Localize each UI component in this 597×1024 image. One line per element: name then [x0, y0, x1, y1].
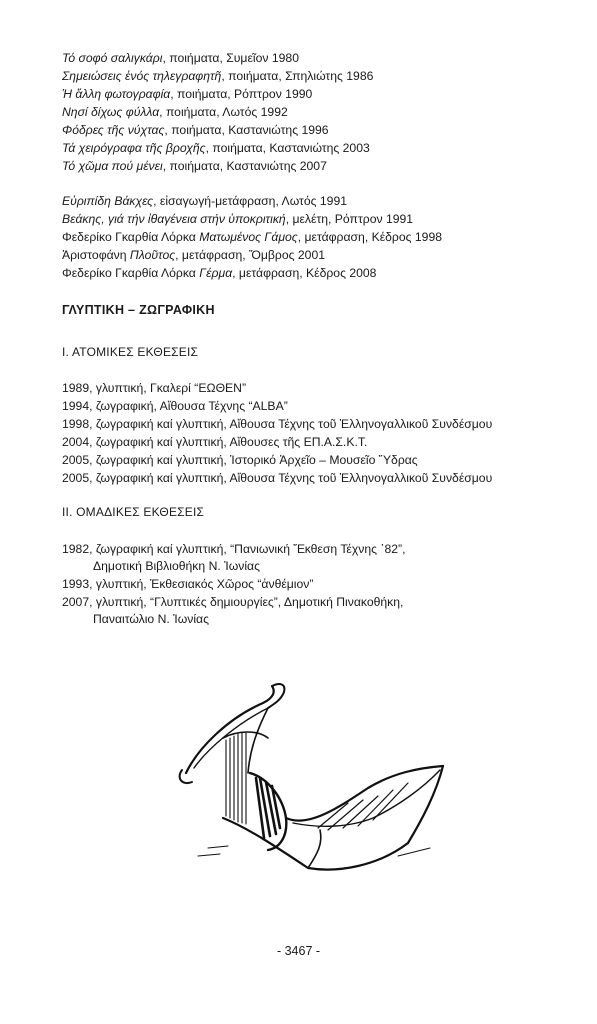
poetry-entry — [62, 122, 329, 138]
work-title: Ματωμένος Γάμος — [199, 230, 298, 244]
translation-entry — [62, 265, 376, 281]
exhibition-entry: 2005, ζωγραφική καί γλυπτική, Ἱστορικό Ἀρχεῖο – Μουσεῖο Ὕδρας — [62, 453, 418, 467]
work-title: Τό σοφό σαλιγκάρι — [62, 51, 163, 65]
work-details: , μετάφραση, Κέδρος 2008 — [232, 266, 377, 280]
work-title: Τό χῶμα πού μένει — [62, 159, 163, 173]
author-name: Ἀριστοφάνη — [62, 248, 130, 262]
page-number: - 3467 - — [276, 944, 321, 958]
translation-entry — [62, 211, 413, 227]
exhibition-entry: 2007, γλυπτική, “Γλυπτικές δημιουργίες”, Δημοτική Πινακοθήκη, — [62, 595, 404, 609]
work-title: Νησί δίχως φύλλα — [62, 105, 160, 119]
exhibition-entry-continuation: Δημοτική Βιβλιοθήκη Ν. Ἰωνίας — [93, 559, 260, 573]
work-details: , ποιήματα, Καστανιώτης 2007 — [162, 159, 327, 173]
work-details: , ποιήματα, Σπηλιώτης 1986 — [221, 69, 374, 83]
work-details: , ποιήματα, Καστανιώτης 1996 — [164, 123, 329, 137]
solo-exhibitions-heading: Ι. ΑΤΟΜΙΚΕΣ ΕΚΘΕΣΕΙΣ — [62, 345, 199, 359]
translation-entry — [62, 229, 442, 245]
exhibition-entry: 1994, ζωγραφική, Αἴθουσα Τέχνης “ALBA” — [62, 399, 288, 413]
work-title: Φόδρες τῆς νύχτας — [62, 123, 165, 137]
work-title: Γέρμα — [199, 266, 233, 280]
author-name: Φεδερίκο Γκαρθία Λόρκα — [62, 266, 200, 280]
poetry-entry — [62, 140, 370, 156]
work-details: , μελέτη, Ρόπτρον 1991 — [285, 212, 414, 226]
author-name: Φεδερίκο Γκαρθία Λόρκα — [62, 230, 200, 244]
exhibition-entry: 1993, γλυπτική, Ἐκθεσιακός Χῶρος “ἀνθέμιον” — [62, 577, 314, 591]
poetry-entry — [62, 158, 327, 174]
poetry-entry — [62, 68, 373, 84]
translation-entry — [62, 193, 347, 209]
work-title: Βεάκης, γιά τήν ἰθαγένεια στήν ὑποκριτική — [62, 212, 286, 226]
work-title: Ἡ ἄλλη φωτογραφία — [62, 87, 171, 101]
work-details: , ποιήματα, Καστανιώτης 2003 — [205, 141, 370, 155]
translation-entry — [62, 247, 325, 263]
work-details: , μετάφραση, Κέδρος 1998 — [297, 230, 443, 244]
work-title: Σημειώσεις ἑνός τηλεγραφητῆ — [62, 69, 222, 83]
work-details: , ποιήματα, Ρόπτρον 1990 — [170, 87, 313, 101]
exhibition-entry: 1982, ζωγραφική καί γλυπτική, “Πανιωνική Ἔκθεση Τέχνης ᾽82”, — [62, 542, 406, 556]
exhibition-entry-continuation: Παναιτώλιο Ν. Ἰωνίας — [93, 612, 209, 626]
work-title: Εὐριπίδη Βάκχες — [62, 194, 154, 208]
work-title: Τά χειρόγραφα τῆς βροχῆς — [62, 141, 206, 155]
work-details: , ποιήματα, Συμεῖον 1980 — [162, 51, 299, 65]
work-title: Πλοῦτος — [129, 248, 176, 262]
poetry-entry — [62, 50, 299, 66]
section-heading: ΓΛΥΠΤΙΚΗ – ΖΩΓΡΑΦΙΚΗ — [62, 303, 215, 317]
exhibition-entry: 1998, ζωγραφική καί γλυπτική, Αἴθουσα Τέχνης τοῦ Ἑλληνογαλλικοῦ Συνδέσμου — [62, 417, 493, 431]
poetry-entry — [62, 86, 312, 102]
sculpture-sketch — [168, 678, 450, 878]
poetry-entry — [62, 104, 288, 120]
group-exhibitions-heading: ΙΙ. ΟΜΑΔΙΚΕΣ ΕΚΘΕΣΕΙΣ — [62, 505, 205, 519]
work-details: , εἰσαγωγή-μετάφραση, Λωτός 1991 — [153, 194, 348, 208]
exhibition-entry: 1989, γλυπτική, Γκαλερί “ΕΩΘΕΝ” — [62, 381, 247, 395]
work-details: , ποιήματα, Λωτός 1992 — [159, 105, 288, 119]
work-details: , μετάφραση, Ὄμβρος 2001 — [175, 248, 326, 262]
exhibition-entry: 2004, ζωγραφική καί γλυπτική, Αἴθουσες τῆς ΕΠ.Α.Σ.Κ.Τ. — [62, 435, 368, 449]
exhibition-entry: 2005, ζωγραφική καί γλυπτική, Αἴθουσα Τέχνης τοῦ Ἑλληνογαλλικοῦ Συνδέσμου — [62, 471, 493, 485]
